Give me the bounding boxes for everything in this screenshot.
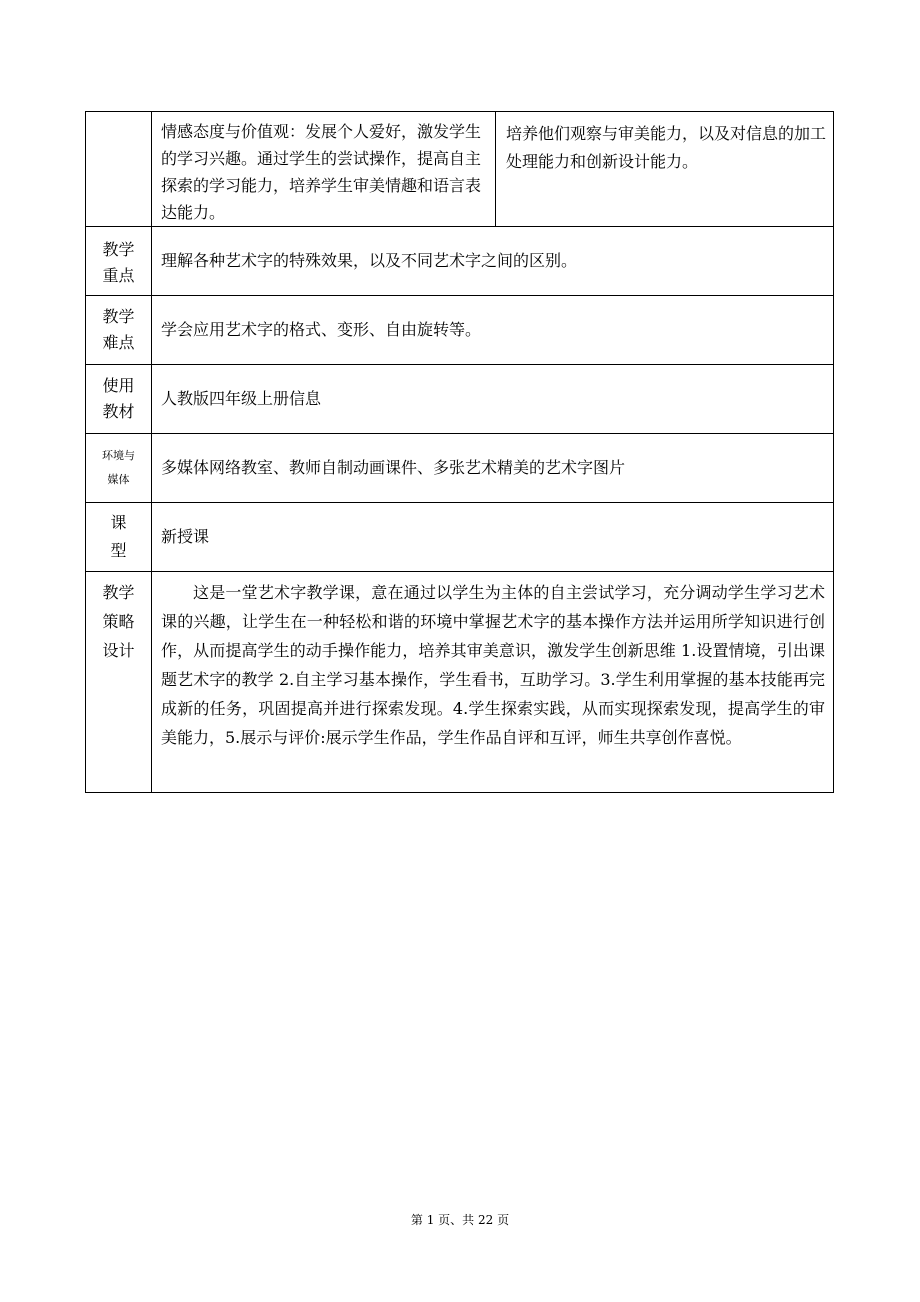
strategy-row xyxy=(86,572,834,793)
lesson-type-value: 新授课 xyxy=(161,527,210,546)
key-point-value: 理解各种艺术字的特殊效果，以及不同艺术字之间的区别。 xyxy=(161,251,578,270)
environment-label-cell xyxy=(86,434,152,503)
key-point-label-cell xyxy=(86,227,152,296)
lesson-type-row xyxy=(86,503,834,572)
key-point-value-cell xyxy=(152,227,834,296)
strategy-value-cell xyxy=(152,572,834,793)
goals-label-cell xyxy=(86,112,152,227)
lesson-type-label-line2: 型 xyxy=(110,541,127,560)
page-footer: 第 1 页、共 22 页 xyxy=(410,1213,510,1227)
textbook-value: 人教版四年级上册信息 xyxy=(161,389,322,408)
lesson-type-label-line1: 课 xyxy=(110,513,127,532)
strategy-label-cell xyxy=(86,572,152,793)
goals-row xyxy=(86,112,834,227)
key-point-row xyxy=(86,227,834,296)
lesson-type-value-cell xyxy=(152,503,834,572)
environment-label-line2: 媒体 xyxy=(107,473,130,486)
strategy-label-line1: 教学 xyxy=(102,583,135,602)
goals-right-cell xyxy=(496,112,834,227)
difficulty-value-cell xyxy=(152,296,834,365)
environment-label-line1: 环境与 xyxy=(102,449,135,462)
key-point-label-line2: 重点 xyxy=(102,266,135,285)
goals-left-cell xyxy=(152,112,496,227)
environment-row xyxy=(86,434,834,503)
lesson-plan-table xyxy=(85,111,834,793)
textbook-label-line2: 教材 xyxy=(102,402,135,421)
key-point-label-line1: 教学 xyxy=(102,240,135,259)
difficulty-value: 学会应用艺术字的格式、变形、自由旋转等。 xyxy=(161,320,482,339)
strategy-value: 这是一堂艺术字教学课，意在通过以学生为主体的自主尝试学习，充分调动学生学习艺术课的兴趣，让学生在一种轻松和谐的环境中掌握艺术字的基本操作方法并运用所学知识进行创作，从而提高学生的动手操作能力，培养其审美意识，激发学生创新思维 1.设置情境，引出课题艺术字的教学 2.自主学习基本操作，学生看书，互助学习。3.学生利用掌握的基本技能再完成新的任务，巩固提高并进行探索发现。4.学生探索实践，从而实现探索发现，提高学生的审美能力，5.展示与评价:展示学生作品，学生作品自评和互评，师生共享创作喜悦。 xyxy=(161,583,825,747)
lesson-type-label-cell xyxy=(86,503,152,572)
strategy-label-line3: 设计 xyxy=(102,641,135,660)
textbook-label-cell xyxy=(86,365,152,434)
textbook-label-line1: 使用 xyxy=(102,376,135,395)
goals-right-text: 培养他们观察与审美能力，以及对信息的加工处理能力和创新设计能力。 xyxy=(506,124,827,171)
environment-value: 多媒体网络教室、教师自制动画课件、多张艺术精美的艺术字图片 xyxy=(161,458,626,477)
textbook-row xyxy=(86,365,834,434)
goals-left-text: 情感态度与价值观：发展个人爱好，激发学生的学习兴趣。通过学生的尝试操作，提高自主探索的学习能力，培养学生审美情趣和语言表达能力。 xyxy=(161,122,482,222)
environment-value-cell xyxy=(152,434,834,503)
difficulty-label-line1: 教学 xyxy=(102,307,135,326)
difficulty-row xyxy=(86,296,834,365)
textbook-value-cell xyxy=(152,365,834,434)
strategy-label-line2: 策略 xyxy=(102,612,135,631)
difficulty-label-line2: 难点 xyxy=(102,333,135,352)
difficulty-label-cell xyxy=(86,296,152,365)
